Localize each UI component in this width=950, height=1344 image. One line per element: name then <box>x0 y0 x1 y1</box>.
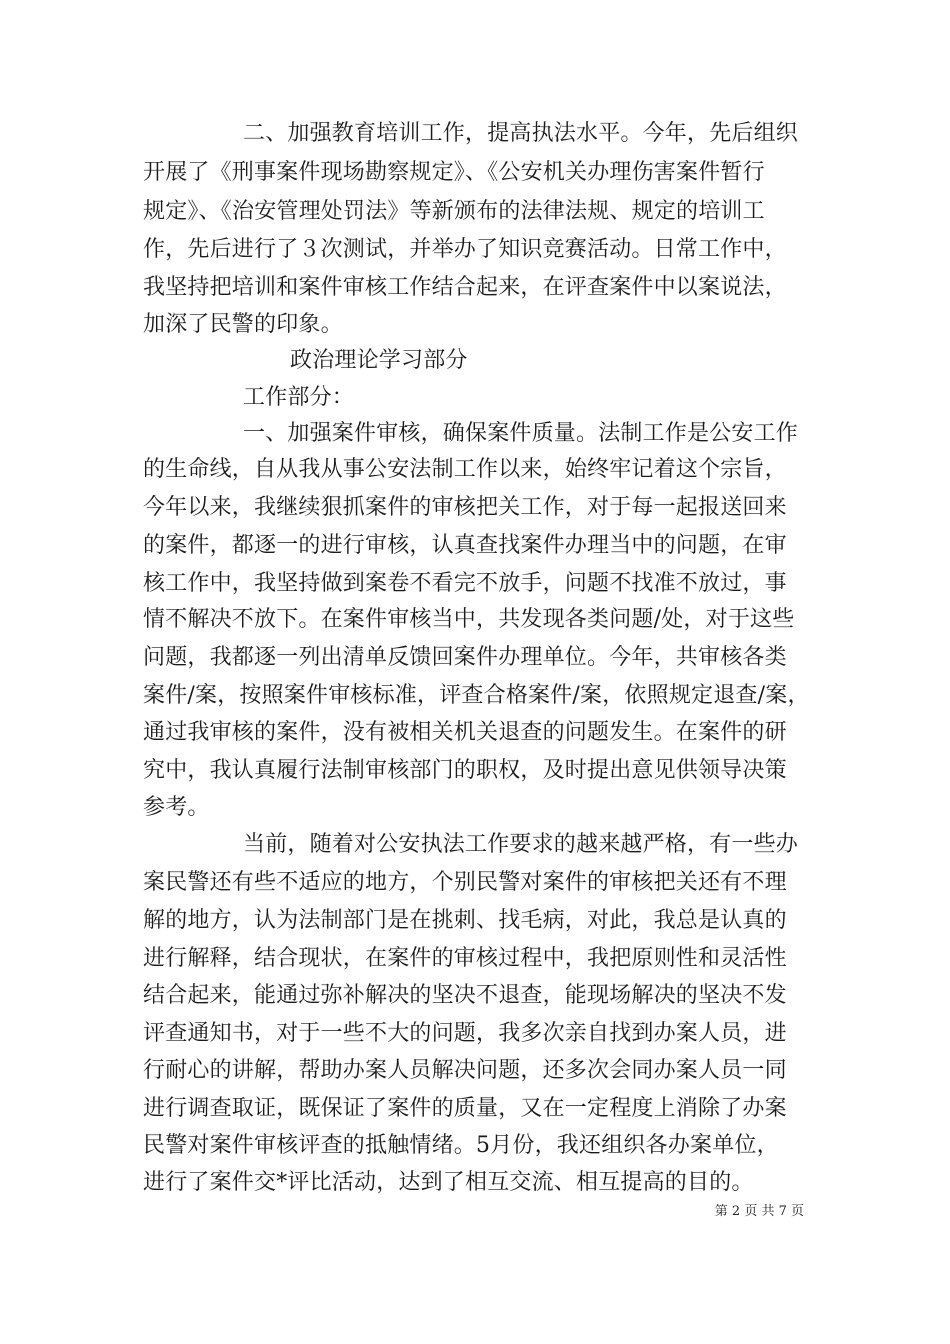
paragraph-3-line-7: 行耐心的讲解，帮助办案人员解决问题，还多次会同办案人员一同 <box>143 1058 787 1083</box>
paragraph-2-line-6: 情不解决不放下。在案件审核当中，共发现各类问题/处，对于这些 <box>143 607 795 632</box>
paragraph-3-line-10: 进行了案件交*评比活动，达到了相互交流、相互提高的目的。 <box>143 1170 754 1195</box>
paragraph-2-line-7: 问题，我都逐一列出清单反馈回案件办理单位。今年，共审核各类 <box>143 645 787 670</box>
paragraph-1-line-1: 二、加强教育培训工作，提高执法水平。今年，先后组织 <box>243 121 799 146</box>
paragraph-1-line-4: 作，先后进行了３次测试，并举办了知识竞赛活动。日常工作中， <box>143 237 787 262</box>
paragraph-1-line-3: 规定》、《治安管理处罚法》等新颁布的法律法规、规定的培训工 <box>143 199 765 224</box>
paragraph-2-line-4: 的案件，都逐一的进行审核，认真查找案件办理当中的问题，在审 <box>143 533 787 558</box>
paragraph-2-line-1: 一、加强案件审核，确保案件质量。法制工作是公安工作 <box>243 421 799 446</box>
section-heading: 政治理论学习部分 <box>290 348 468 373</box>
paragraph-3-line-2: 案民警还有些不适应的地方，个别民警对案件的审核把关还有不理 <box>143 870 787 895</box>
paragraph-1-line-2: 开展了《刑事案件现场勘察规定》、《公安机关办理伤害案件暂行 <box>143 160 765 185</box>
paragraph-3-line-4: 进行解释，结合现状，在案件的审核过程中，我把原则性和灵活性 <box>143 946 787 971</box>
paragraph-1-line-6: 加深了民警的印象。 <box>143 312 343 337</box>
paragraph-3-line-5: 结合起来，能通过弥补解决的坚决不退查，能现场解决的坚决不发 <box>143 983 787 1008</box>
paragraph-2-line-9: 通过我审核的案件，没有被相关机关退查的问题发生。在案件的研 <box>143 720 787 745</box>
section-subheading: 工作部分： <box>243 385 355 410</box>
paragraph-2-line-10: 究中，我认真履行法制审核部门的职权，及时提出意见供领导决策 <box>143 758 787 783</box>
paragraph-3-line-3: 解的地方，认为法制部门是在挑刺、找毛病，对此，我总是认真的 <box>143 908 787 933</box>
paragraph-2-line-2: 的生命线，自从我从事公安法制工作以来，始终牢记着这个宗旨， <box>143 457 787 482</box>
paragraph-2-line-11: 参考。 <box>143 795 210 820</box>
paragraph-3-line-8: 进行调查取证，既保证了案件的质量，又在一定程度上消除了办案 <box>143 1096 787 1121</box>
paragraph-3-line-6: 评查通知书，对于一些不大的问题，我多次亲自找到办案人员，进 <box>143 1021 787 1046</box>
paragraph-1-line-5: 我坚持把培训和案件审核工作结合起来，在评查案件中以案说法， <box>143 275 787 300</box>
paragraph-3-line-9: 民警对案件审核评查的抵触情绪。5月份，我还组织各办案单位， <box>143 1133 779 1158</box>
paragraph-2-line-8: 案件/案，按照案件审核标准，评查合格案件/案，依照规定退查/案， <box>143 683 810 708</box>
paragraph-2-line-5: 核工作中，我坚持做到案卷不看完不放手，问题不找准不放过，事 <box>143 571 787 596</box>
paragraph-2-line-3: 今年以来，我继续狠抓案件的审核把关工作，对于每一起报送回来 <box>143 495 787 520</box>
paragraph-3-line-1: 当前，随着对公安执法工作要求的越来越严格，有一些办 <box>243 832 799 857</box>
page-number-footer: 第 2 页 共 7 页 <box>714 1204 804 1219</box>
